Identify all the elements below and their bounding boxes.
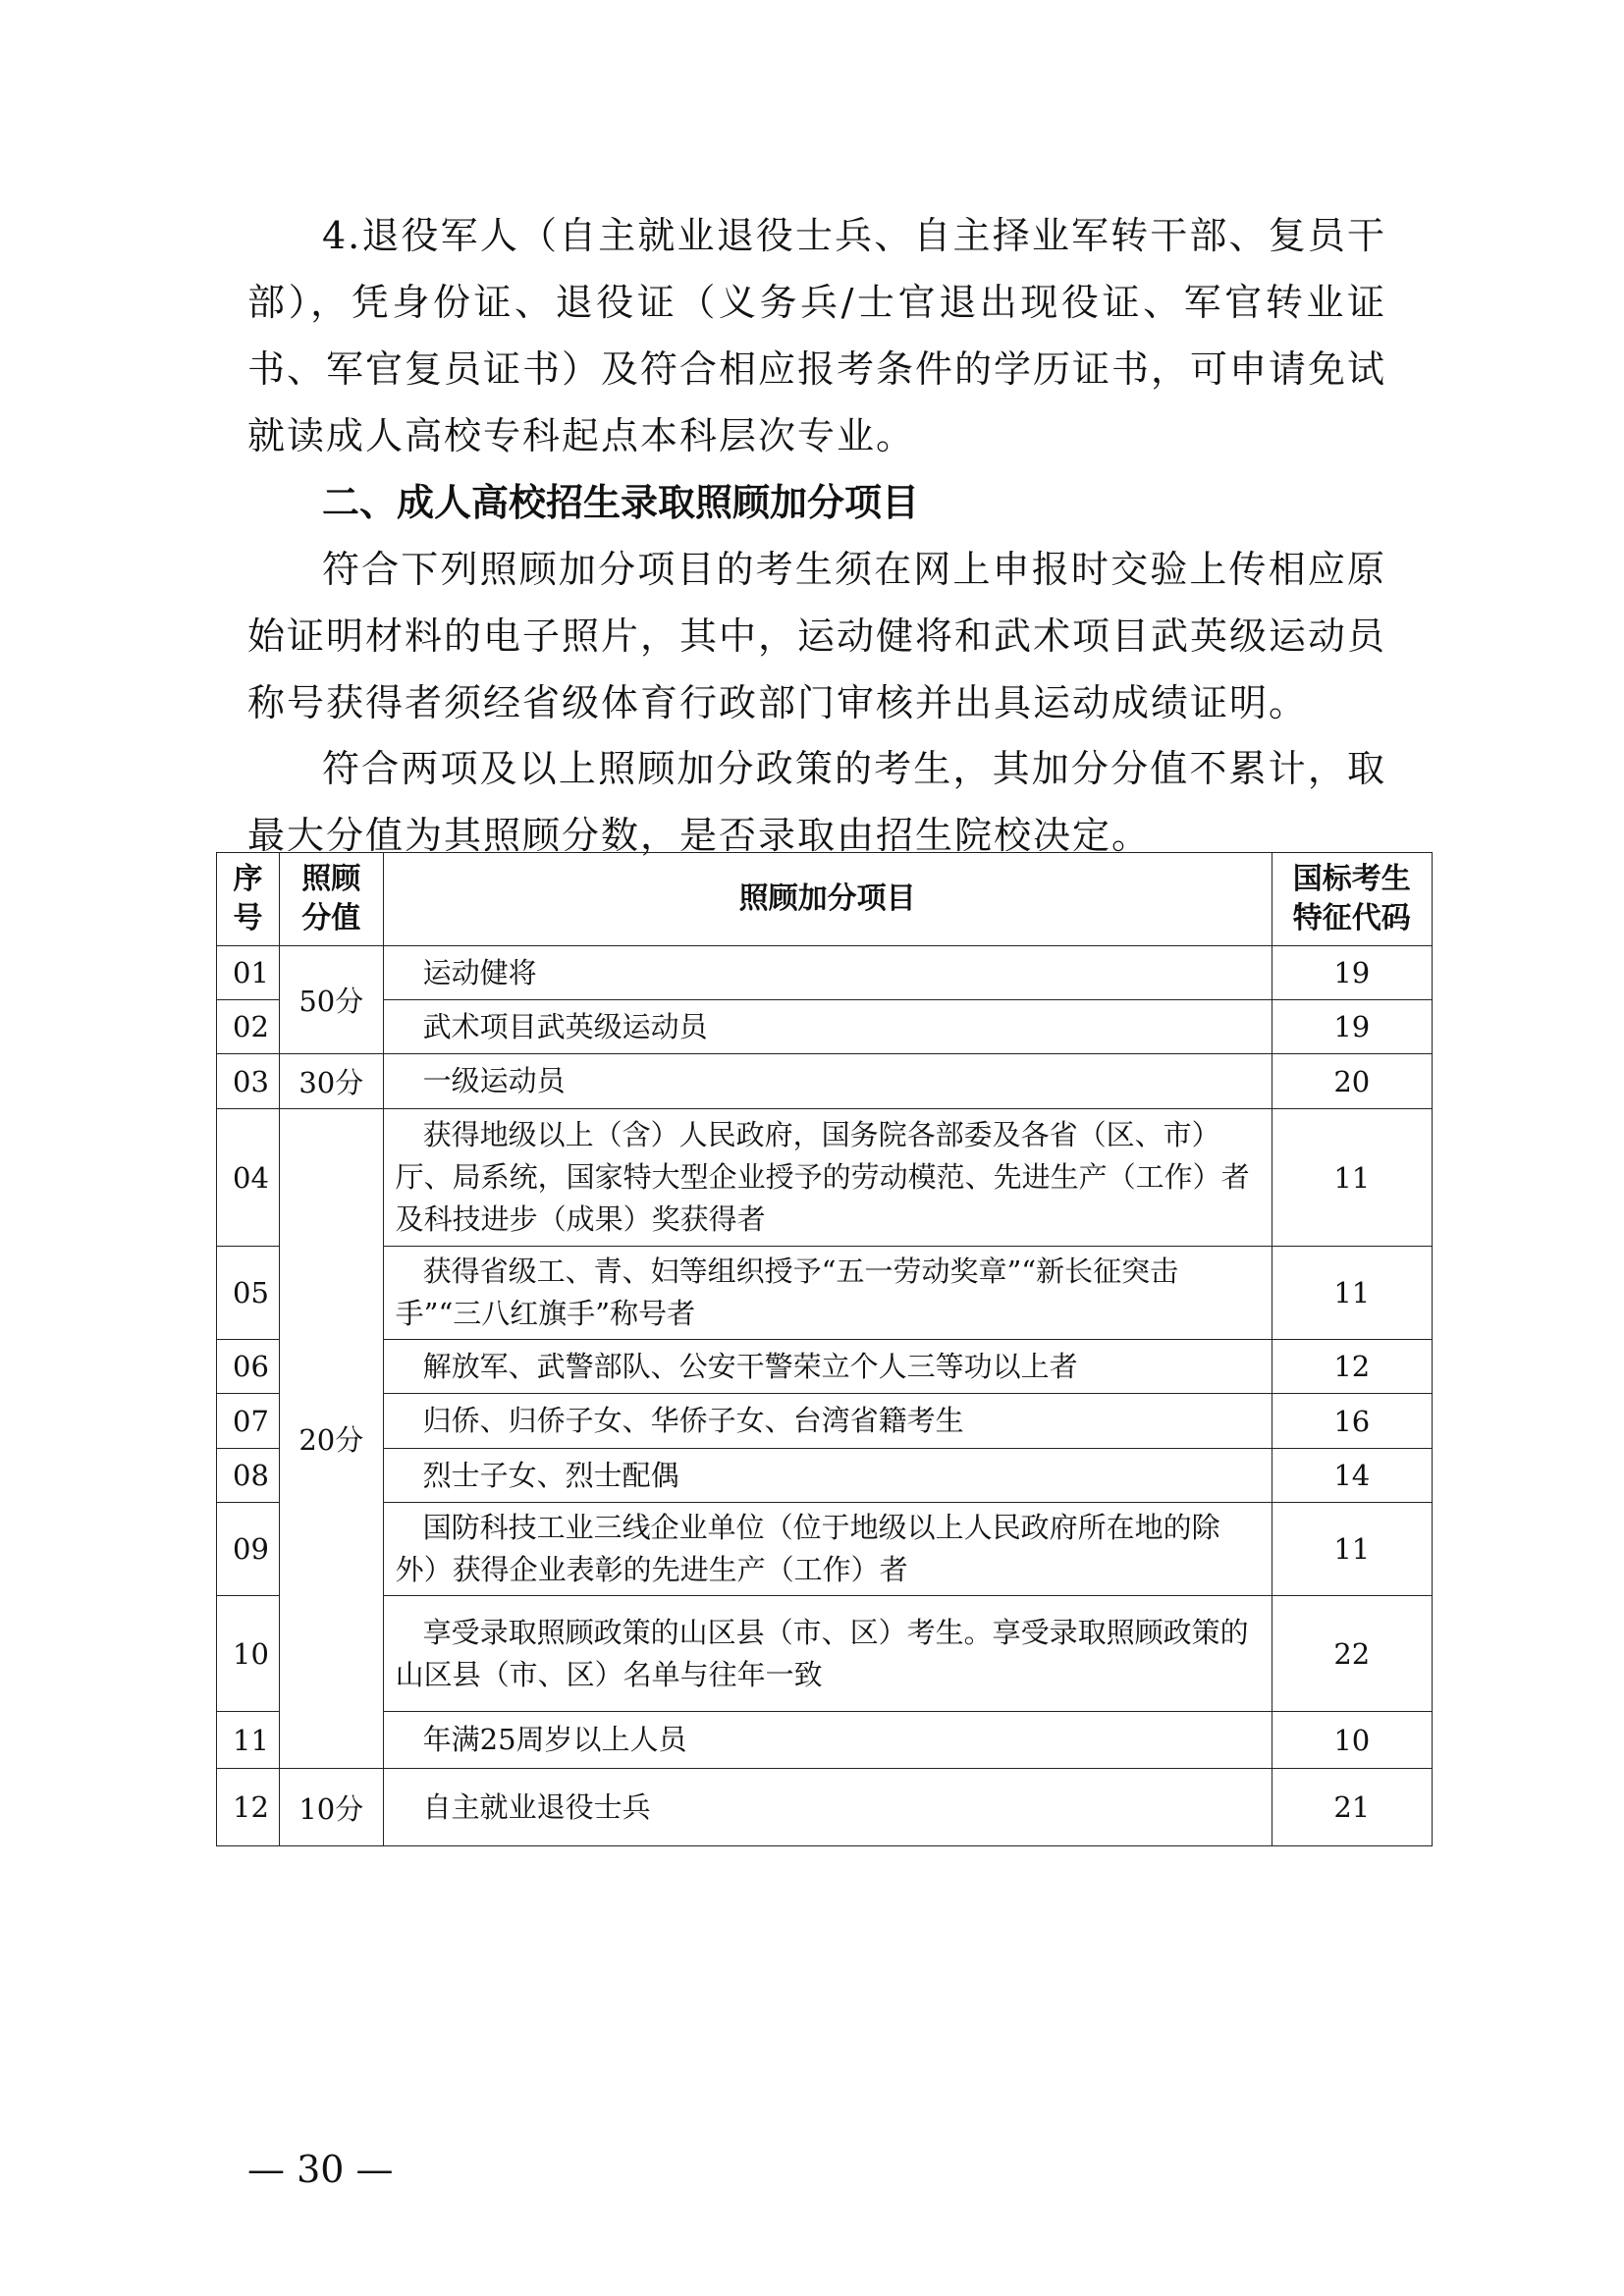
row-item: 烈士子女、烈士配偶 — [383, 1449, 1272, 1503]
table-row — [217, 1449, 1433, 1503]
table-row — [217, 1000, 1433, 1054]
row-item: 获得省级工、青、妇等组织授予“五一劳动奖章”“新长征突击手”“三八红旗手”称号者 — [383, 1247, 1272, 1340]
header-code: 国标考生 特征代码 — [1272, 853, 1432, 946]
row-num: 02 — [217, 1000, 280, 1054]
row-num: 04 — [217, 1109, 280, 1247]
table-row — [217, 1769, 1433, 1846]
row-num: 03 — [217, 1054, 280, 1109]
row-item: 年满25周岁以上人员 — [383, 1712, 1272, 1769]
row-code: 16 — [1272, 1394, 1432, 1449]
score-cell: 50分 — [279, 946, 383, 1054]
row-item: 一级运动员 — [383, 1054, 1272, 1109]
table-row — [217, 1109, 1433, 1247]
row-item: 自主就业退役士兵 — [383, 1769, 1272, 1846]
table-row — [217, 1503, 1433, 1596]
paragraph-multiple-bonus: 符合两项及以上照顾加分政策的考生，其加分分值不累计，取最大分值为其照顾分数，是否录取由招生院校决定。 — [247, 747, 1386, 857]
table-row — [217, 946, 1433, 1000]
row-num: 07 — [217, 1394, 280, 1449]
header-seq: 序 号 — [217, 853, 280, 946]
row-code: 14 — [1272, 1449, 1432, 1503]
row-item: 解放军、武警部队、公安干警荣立个人三等功以上者 — [383, 1340, 1272, 1394]
row-num: 11 — [217, 1712, 280, 1769]
row-code: 21 — [1272, 1769, 1432, 1846]
row-num: 10 — [217, 1596, 280, 1712]
row-num: 12 — [217, 1769, 280, 1846]
row-item: 武术项目武英级运动员 — [383, 1000, 1272, 1054]
section-heading: 二、成人高校招生录取照顾加分项目 — [322, 481, 920, 524]
page-number: — 30 — — [247, 2148, 394, 2191]
row-code: 20 — [1272, 1054, 1432, 1109]
header-item: 照顾加分项目 — [383, 853, 1272, 946]
table-row — [217, 1712, 1433, 1769]
bonus-points-table — [216, 852, 1433, 1846]
paragraph-materials: 符合下列照顾加分项目的考生须在网上申报时交验上传相应原始证明材料的电子照片，其中，运动健将和武术项目武英级运动员称号获得者须经省级体育行政部门审核并出具运动成绩证明。 — [247, 548, 1387, 724]
paragraph-veterans: 4.退役军人（自主就业退役士兵、自主择业军转干部、复员干部），凭身份证、退役证（义务兵/士官退出现役证、军官转业证书、军官复员证书）及符合相应报考条件的学历证书，可申请免试就读成人高校专科起点本科层次专业。 — [247, 214, 1387, 457]
row-num: 05 — [217, 1247, 280, 1340]
row-num: 09 — [217, 1503, 280, 1596]
row-code: 19 — [1272, 946, 1432, 1000]
row-code: 19 — [1272, 1000, 1432, 1054]
table-row — [217, 1340, 1433, 1394]
row-code: 11 — [1272, 1503, 1432, 1596]
table-row — [217, 1054, 1433, 1109]
table-header-row — [217, 853, 1433, 946]
score-cell: 30分 — [279, 1054, 383, 1109]
row-num: 06 — [217, 1340, 280, 1394]
row-item: 国防科技工业三线企业单位（位于地级以上人民政府所在地的除外）获得企业表彰的先进生产（工作）者 — [383, 1503, 1272, 1596]
header-score: 照顾 分值 — [279, 853, 383, 946]
table-row — [217, 1596, 1433, 1712]
table-row — [217, 1394, 1433, 1449]
row-item: 获得地级以上（含）人民政府，国务院各部委及各省（区、市）厅、局系统，国家特大型企业授予的劳动模范、先进生产（工作）者及科技进步（成果）奖获得者 — [383, 1109, 1272, 1247]
score-cell: 10分 — [279, 1769, 383, 1846]
row-code: 11 — [1272, 1247, 1432, 1340]
row-code: 22 — [1272, 1596, 1432, 1712]
row-code: 10 — [1272, 1712, 1432, 1769]
row-item: 享受录取照顾政策的山区县（市、区）考生。享受录取照顾政策的山区县（市、区）名单与往年一致 — [383, 1596, 1272, 1712]
score-cell: 20分 — [279, 1109, 383, 1769]
row-num: 01 — [217, 946, 280, 1000]
row-item: 运动健将 — [383, 946, 1272, 1000]
row-code: 11 — [1272, 1109, 1432, 1247]
table-row — [217, 1247, 1433, 1340]
row-code: 12 — [1272, 1340, 1432, 1394]
row-item: 归侨、归侨子女、华侨子女、台湾省籍考生 — [383, 1394, 1272, 1449]
row-num: 08 — [217, 1449, 280, 1503]
